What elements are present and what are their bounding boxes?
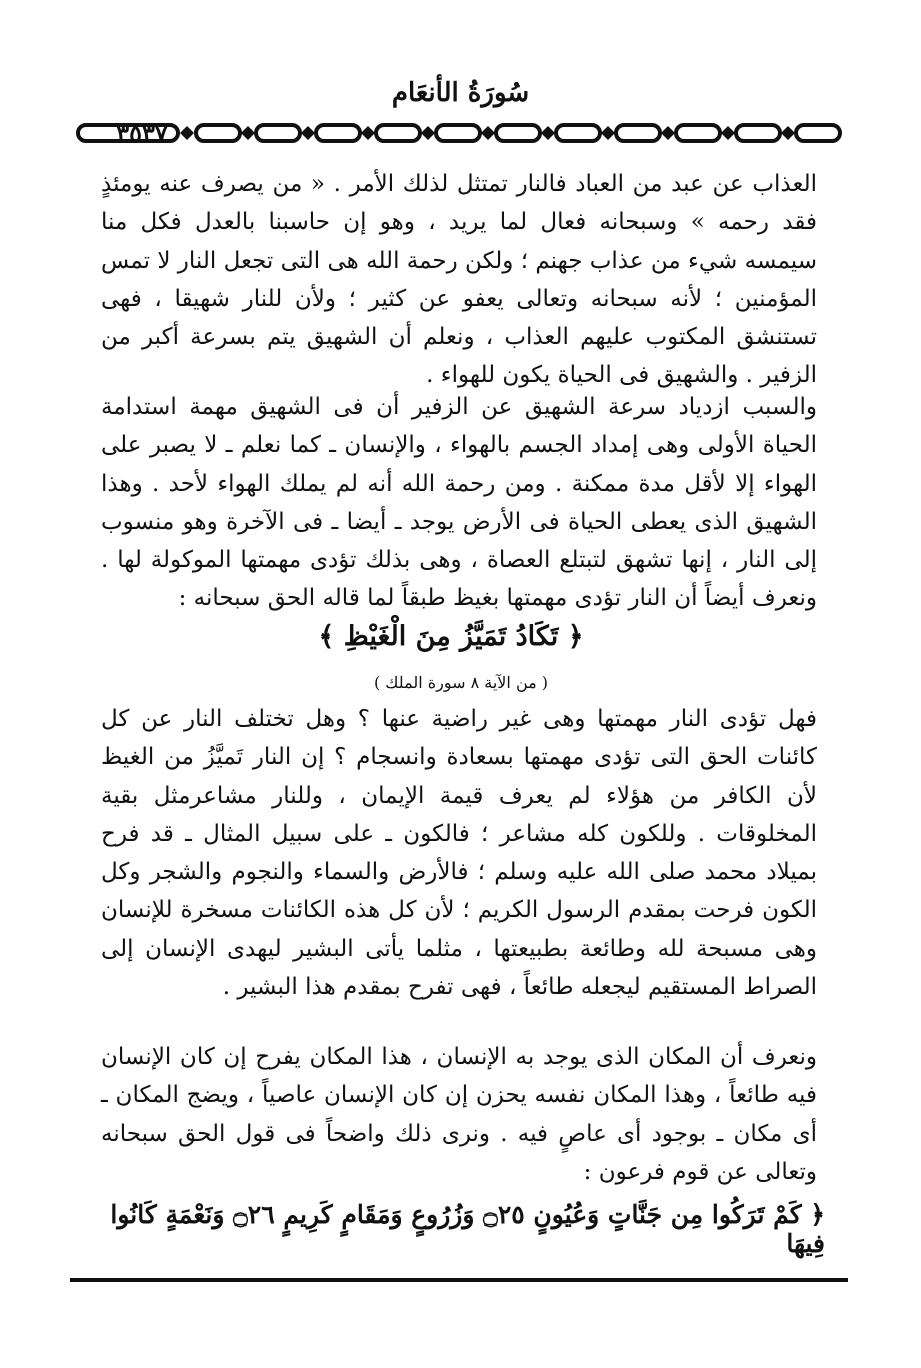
paragraph-4: ونعرف أن المكان الذى يوجد به الإنسان ، هذا المكان يفرح إن كان الإنسان فيه طائعاً ، وهذا المكان نفسه يحزن إن كان الإنسان عاصياً ، ويضج المكان ـ أى مكان ـ بوجود أى عاصٍ فيه . ونرى ذلك واضحاً فى قول الحق سبحانه وتعالى عن قوم فرعون : (101, 1044, 817, 1185)
verse-reference: ( من الآية ٨ سورة الملك ) (373, 673, 549, 692)
paragraph-3: فهل تؤدى النار مهمتها وهى غير راضية عنها ؟ وهل تختلف النار عن كل كائنات الحق التى تؤدى مهمتها بسعادة وانسجام ؟ إن النار تَميَّزُ من الغيظ لأن الكافر من هؤلاء لم يعرف قيمة الإيمان ، وللنار مشاعرمثل بقية المخلوقات . وللكون كله مشاعر ؛ فالكون ـ على سبيل المثال ـ قد فرح بميلاد محمد صلى الله عليه وسلم ؛ فالأرض والسماء والنجوم والشجر وكل الكون فرحت بمقدم الرسول الكريم ؛ لأن كل هذه الكائنات مسخرة للإنسان وهى مسبحة لله وطائعة بطبيعتها ، مثلما يأتى البشير ليهدى الإنسان إلى الصراط المستقيم ليجعله طائعاً ، فهى تفرح بمقدم هذا البشير . (101, 706, 817, 1001)
page-number: ٣٥٣٧ (116, 119, 168, 148)
quran-verse-1: ﴿ تَكَادُ تَمَيَّزُ مِنَ الْغَيْظِ ﴾ (318, 621, 584, 652)
paragraph-1: العذاب عن عبد من العباد فالنار تمتثل لذلك الأمر . « من يصرف عنه يومئذٍ فقد رحمه » وسبحانه فعال لما يريد ، وهو إن حاسبنا بالعدل فكل منا سيمسه شيء من عذاب جهنم ؛ ولكن رحمة الله هى التى تجعل النار لا تمس المؤمنين ؛ لأنه سبحانه وتعالى يعفو عن كثير ؛ ولأن للنار شهيقا ، فهى تستنشق المكتوب عليهم العذاب ، ونعلم أن الشهيق يتم بسرعة أكبر من الزفير . والشهيق فى الحياة يكون للهواء . (101, 171, 818, 389)
paragraph-2: والسبب ازدياد سرعة الشهيق عن الزفير أن فى الشهيق مهمة استدامة الحياة الأولى وهى إمداد الجسم بالهواء ، والإنسان ـ كما نعلم ـ لا يصبر على الهواء إلا لأقل مدة ممكنة . ومن رحمة الله أنه لم يملك الهواء لأحد . وهذا الشهيق الذى يعطى الحياة فى الأرض يوجد ـ أيضا ـ فى الآخرة وهو منسوب إلى النار ، إنها تشهق لتبتلع العصاة ، وهى بذلك تؤدى مهمتها الموكولة لها . ونعرف أيضاً أن النار تؤدى مهمتها بغيظ طبقاً لما قاله الحق سبحانه : (101, 394, 817, 612)
surah-title: سُورَةُ الأنعَام (391, 78, 530, 108)
quran-verse-2: ﴿ كَمْ تَرَكُوا مِن جَنَّاتٍ وَعُيُونٍ ۝٢٥ وَزُرُوعٍ وَمَقَامٍ كَرِيمٍ ۝٢٦ وَنَعْمَةٍ كَانُوا فِيهَا (110, 1200, 825, 1258)
bottom-rule (70, 1278, 848, 1282)
